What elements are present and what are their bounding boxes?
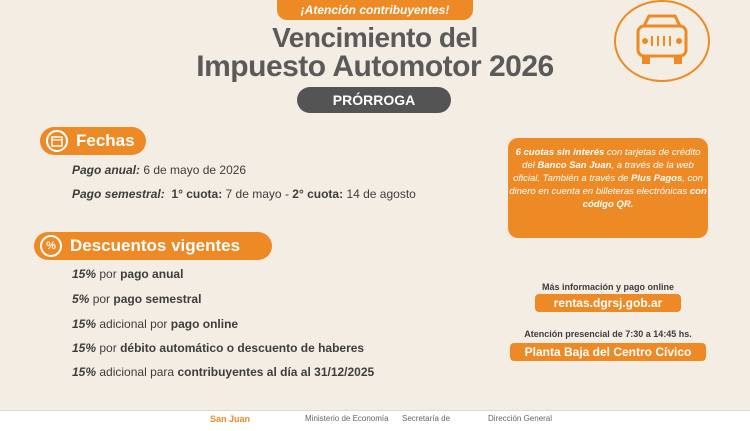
title-line-1: Vencimiento del (272, 22, 478, 53)
descuento-bold: pago anual (120, 267, 184, 281)
descuento-bold: pago online (170, 317, 239, 331)
title-line-2: Impuesto Automotor 2026 (196, 50, 554, 83)
cuota2-value: 14 de agosto (346, 187, 416, 201)
descuento-pct: 15% (72, 267, 97, 281)
promo-banco: Banco San Juan (537, 160, 612, 171)
location-label: Planta Baja del Centro Cívico (510, 343, 706, 361)
more-info-label: Más información y pago online (541, 282, 675, 292)
percent-icon: % (40, 235, 62, 257)
descuento-pct: 15% (72, 365, 97, 379)
descuento-item (72, 317, 238, 331)
promo-qr: con código QR. (582, 186, 707, 210)
descuento-pre: adicional por (99, 317, 168, 331)
promo-text-1: con tarjetas de crédito del (522, 147, 701, 171)
footer-ministerio: Ministerio de Economía (305, 414, 389, 423)
footer-secretaria: Secretaría de (402, 414, 451, 423)
semestral-label: Pago semestral: (72, 187, 165, 201)
descuento-pre: adicional para (99, 365, 175, 379)
promo-text-3: , con dinero en cuenta en billeteras electrónicas (509, 173, 703, 197)
cuotas-promo-box (508, 138, 708, 238)
cuota1-label: 1° cuota: (171, 187, 223, 201)
announcement-banner: ¡Atención contribuyentes! (277, 0, 473, 20)
descuento-pct: 15% (72, 317, 97, 331)
prorroga-badge: PRÓRROGA (297, 87, 451, 113)
attention-hours: Atención presencial de 7:30 a 14:45 hs. (524, 329, 692, 339)
fechas-header-label: Fechas (76, 131, 135, 150)
descuento-pre: por (99, 341, 117, 355)
descuentos-header (34, 232, 272, 260)
footer (0, 410, 750, 431)
website-link[interactable]: rentas.dgrsj.gob.ar (535, 294, 681, 312)
descuento-item (72, 341, 364, 355)
descuento-bold: débito automático o descuento de haberes (120, 341, 365, 355)
separator: - (284, 187, 289, 201)
descuento-pct: 15% (72, 341, 97, 355)
descuento-bold: pago semestral (113, 292, 202, 306)
descuentos-header-label: Descuentos vigentes (70, 236, 241, 255)
promo-text-2: , a través de la web oficial. También a través de (513, 160, 694, 184)
pago-anual-label: Pago anual: (72, 163, 141, 177)
fechas-header (40, 127, 146, 155)
footer-direccion: Dirección General (488, 414, 553, 423)
pago-anual-value: 6 de mayo de 2026 (143, 163, 247, 177)
descuento-pct: 5% (72, 292, 90, 306)
descuento-bold: contribuyentes al día al 31/12/2025 (177, 365, 375, 379)
descuento-pre: por (99, 267, 117, 281)
promo-cuotas: 6 cuotas sin interés (515, 147, 605, 158)
descuento-item (72, 267, 183, 281)
pago-semestral-line (72, 187, 416, 201)
descuento-pre: por (92, 292, 111, 306)
footer-logo: San Juan (210, 414, 251, 424)
promo-plus-pagos: Plus Pagos (631, 173, 683, 184)
calendar-icon (46, 130, 68, 152)
descuento-item (72, 365, 374, 379)
pago-anual-line (72, 163, 246, 177)
cuota1-value: 7 de mayo (225, 187, 282, 201)
cuota2-label: 2° cuota: (292, 187, 344, 201)
descuento-item (72, 292, 201, 306)
